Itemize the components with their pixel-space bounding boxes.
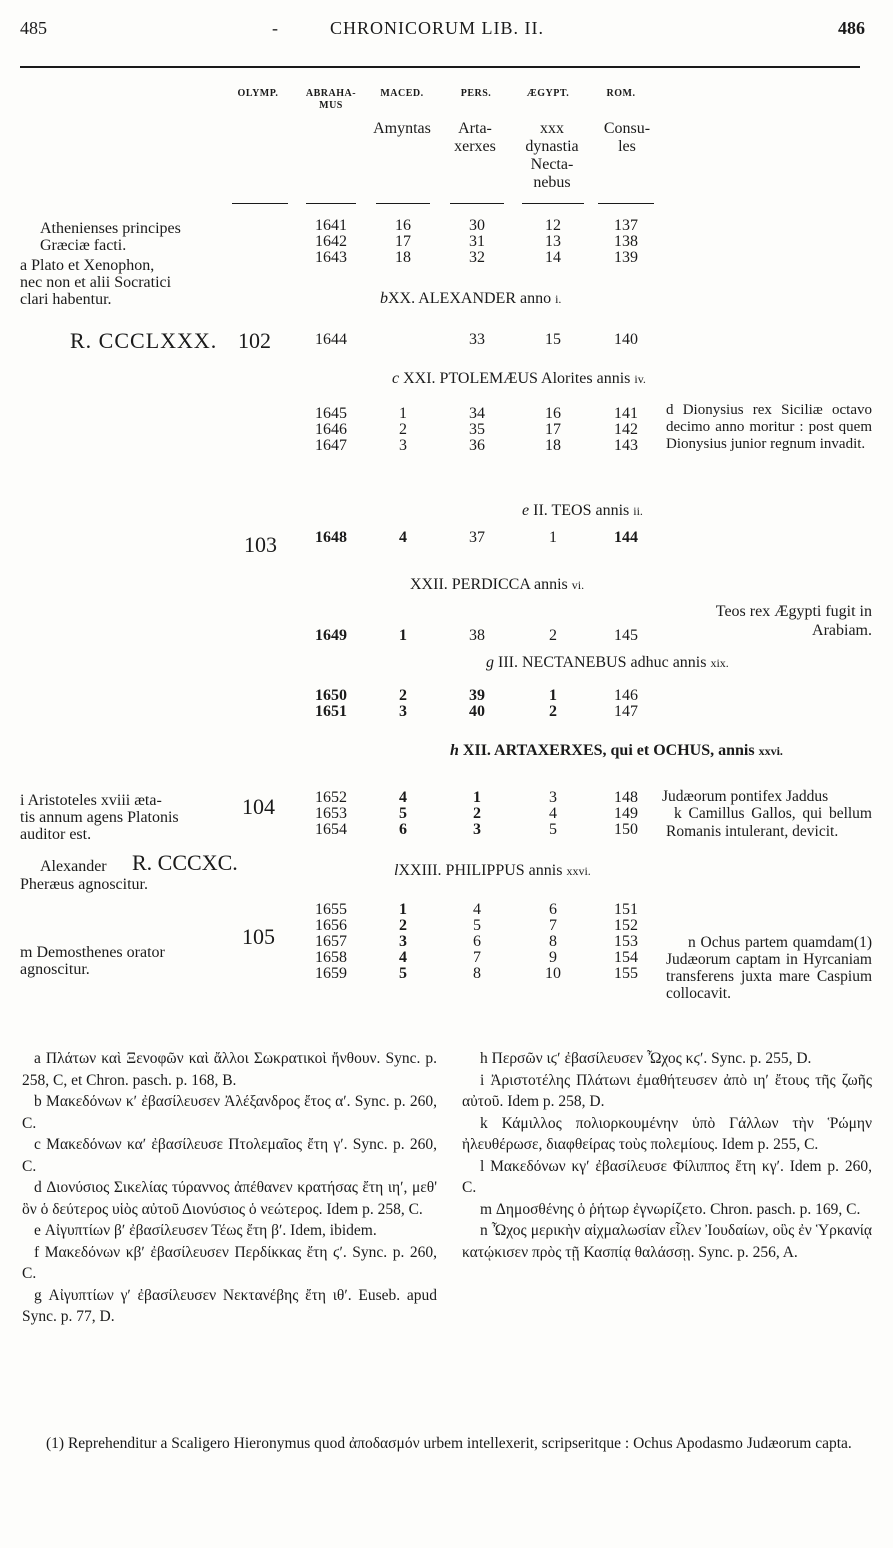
block2-maced: 1 2 3 xyxy=(399,405,407,454)
bottom-footnote: (1) Reprehenditur a Scaligero Hieronymus quod ἀποδασμόν urbem intellexerit, scripseritque : Ochus Apodasmo Judæorum capta. xyxy=(46,1435,852,1452)
row1644-abrahamus: 1644 xyxy=(315,331,347,348)
col-maced: MACED. xyxy=(380,88,424,99)
footnotes-right xyxy=(462,1048,872,1263)
block3-pers: 39 40 xyxy=(469,687,485,720)
block1-aegypt: 12 13 14 xyxy=(545,217,561,266)
block5-abrahamus: 1655 1656 1657 1658 1659 xyxy=(315,901,347,982)
roman-year-380: R. CCCLXXX. xyxy=(70,328,218,353)
block2-pers: 34 35 36 xyxy=(469,405,485,454)
note-demosthenes: m Demosthenes orator agnoscitur. xyxy=(20,944,165,978)
footnote-l: l Μακεδόνων κγʹ ἐβασίλευσε Φίλιππος ἔτη κγʹ. Idem p. 260, C. xyxy=(462,1157,872,1196)
reign-philippus xyxy=(394,862,591,880)
reign-perdicca-text: XXII. PERDICCA annis xyxy=(410,576,568,593)
reign-alexander-years: i. xyxy=(555,292,562,306)
footnote-a: a Πλάτων καὶ Ξενοφῶν καὶ ἄλλοι Σωκρατικοὶ ἤνθουν. Sync. p. 258, C, et Chron. pasch. p. 168, B. xyxy=(22,1050,437,1089)
footnote-i: i Ἀριστοτέλης Πλάτωνι ἐμαθήτευσεν ἀπὸ ιηʹ ἔτους τῆς ζωῆς αὐτοῦ. Idem p. 258, D. xyxy=(462,1071,872,1110)
note-aristoteles: i Aristoteles xviii æta- tis annum agens Platonis auditor est. xyxy=(20,792,179,843)
footnote-d: d Διονύσιος Σικελίας τύραννος ἀπέθανεν κρατήσας ἔτη ιηʹ, μεθ' ὃν ὁ δεύτερος υἱὸς αὐτοῦ Διονύσιος ὁ νεώτερος. Idem p. 258, C. xyxy=(22,1179,437,1218)
row1644-rom: 140 xyxy=(614,331,638,348)
col-rule-aegypt xyxy=(522,203,584,204)
row1644-pers: 33 xyxy=(469,331,485,348)
col-rule-maced xyxy=(376,203,430,204)
reign-nectanebus-letter: g xyxy=(486,654,494,671)
footnote-n: n Ὦχος μερικὴν αἰχμαλωσίαν εἷλεν Ἰουδαίων, οὓς ἐν Ὑρκανίᾳ κατῴκισεν πρὸς τῇ Κασπίᾳ θαλάσσῃ. Sync. p. 256, A. xyxy=(462,1222,872,1261)
col-rom: ROM. xyxy=(606,88,636,99)
footnote-m: m Δημοσθένης ὁ ῥήτωρ ἐγνωρίζετο. Chron. pasch. p. 169, C. xyxy=(480,1200,861,1218)
note-ochus: n Ochus partem quamdam(1) Judæorum captam in Hyrcaniam transferens juxta mare Caspium collocavit. xyxy=(666,934,872,1002)
col-rule-olymp xyxy=(232,203,288,204)
row1649-pers: 38 xyxy=(469,627,485,644)
footnote-b: b Μακεδόνων κʹ ἐβασίλευσεν Ἀλέξανδρος ἔτος αʹ. Sync. p. 260, C. xyxy=(22,1093,437,1132)
row1649-aegypt: 2 xyxy=(549,627,557,644)
col-rule-pers xyxy=(450,203,504,204)
col-pers: PERS. xyxy=(460,88,492,99)
note-teos: Teos rex Ægypti fugit in Arabiam. xyxy=(715,603,872,639)
col-name-pers: Arta- xerxes xyxy=(454,120,496,155)
col-rule-abrahamus xyxy=(306,203,356,204)
reign-artaxerxes-years: xxvi. xyxy=(758,744,783,758)
header-dash: - xyxy=(272,18,278,38)
footnotes-left xyxy=(22,1048,437,1328)
reign-philippus-letter: l xyxy=(394,862,399,879)
reign-artaxerxes-text: XII. ARTAXERXES, qui et OCHUS, annis xyxy=(462,742,755,759)
reign-alexander xyxy=(380,290,561,308)
block4-maced: 4 5 6 xyxy=(399,789,407,838)
block3-rom: 146 147 xyxy=(614,687,638,720)
footnote-h: h Περσῶν ιϛʹ ἐβασίλευσεν Ὦχος κϛʹ. Sync. p. 255, D. xyxy=(480,1050,812,1067)
block3-abrahamus: 1650 1651 xyxy=(315,687,347,720)
reign-ptolemaeus-letter: c xyxy=(392,370,400,387)
row1644-aegypt: 15 xyxy=(545,331,561,348)
col-name-maced: Amyntas xyxy=(373,120,431,137)
page-number-right: 486 xyxy=(838,18,865,38)
page-number-left: 485 xyxy=(20,18,47,38)
block4-aegypt: 3 4 5 xyxy=(549,789,557,838)
footnote-e: e Αἰγυπτίων βʹ ἐβασίλευσεν Τέως ἔτη βʹ. Idem, ibidem. xyxy=(34,1222,377,1239)
block2-abrahamus: 1645 1646 1647 xyxy=(315,405,347,454)
col-name-aegypt: xxx dynastia Necta- nebus xyxy=(525,120,579,191)
note-jaddus: Judæorum pontifex Jaddus xyxy=(662,788,829,805)
row1648-pers: 37 xyxy=(469,529,485,546)
reign-artaxerxes-letter: h xyxy=(450,742,459,759)
row1649-rom: 145 xyxy=(614,627,638,644)
footnote-k: k Κάμιλλος πολιορκουμένην ὑπὸ Γάλλων τὴν Ῥώμην ἠλευθέρωσε, διαφθείρας τοὺς πολεμίους. Idem p. 255, C. xyxy=(462,1114,872,1153)
block1-rom: 137 138 139 xyxy=(614,217,638,266)
footnote-g: g Αἰγυπτίων γʹ ἐβασίλευσεν Νεκτανέβης ἔτη ιθʹ. Euseb. apud Sync. p. 77, D. xyxy=(22,1286,437,1325)
block3-maced: 2 3 xyxy=(399,687,407,720)
block4-rom: 148 149 150 xyxy=(614,789,638,838)
block1-maced: 16 17 18 xyxy=(395,217,411,266)
block4-pers: 1 2 3 xyxy=(473,789,481,838)
reign-nectanebus xyxy=(486,654,729,672)
note-alexander: Alexander xyxy=(40,858,107,875)
note-camillus: k Camillus Gallos, qui bellum Romanis intulerant, devicit. xyxy=(666,805,872,840)
reign-artaxerxes xyxy=(450,742,783,760)
row1648-abrahamus: 1648 xyxy=(315,529,347,546)
olympiad-105: 105 xyxy=(242,924,275,949)
reign-ptolemaeus-years: iv. xyxy=(634,372,646,386)
note-plato: a Plato et Xenophon, nec non et alii Socratici clari habentur. xyxy=(20,257,172,308)
row1649-maced: 1 xyxy=(399,627,407,644)
reign-nectanebus-years: xix. xyxy=(710,656,729,670)
row1649-abrahamus: 1649 xyxy=(315,627,347,644)
reign-teos-letter: e xyxy=(522,502,530,519)
block3-aegypt: 1 2 xyxy=(549,687,557,720)
block5-rom: 151 152 153 154 155 xyxy=(614,901,638,982)
olympiad-103: 103 xyxy=(244,532,277,557)
footnote-c: c Μακεδόνων καʹ ἐβασίλευσε Πτολεμαῖος ἔτη γʹ. Sync. p. 260, C. xyxy=(22,1136,437,1175)
olympiad-102: 102 xyxy=(238,328,271,353)
row1648-aegypt: 1 xyxy=(549,529,557,546)
col-olymp: OLYMP. xyxy=(237,88,279,99)
reign-philippus-text: XXIII. PHILIPPUS annis xyxy=(398,862,563,879)
block5-pers: 4 5 6 7 8 xyxy=(473,901,481,982)
col-rule-rom xyxy=(598,203,654,204)
block5-aegypt: 6 7 8 9 10 xyxy=(545,901,561,982)
block1-abrahamus: 1641 1642 1643 xyxy=(315,217,347,266)
roman-year-390: R. CCCXC. xyxy=(132,850,238,875)
col-abrahamus: ABRAHA- MUS xyxy=(305,88,357,111)
reign-alexander-text: XX. ALEXANDER anno xyxy=(388,290,552,307)
reign-ptolemaeus-text: XXI. PTOLEMÆUS Alorites annis xyxy=(403,370,631,387)
block1-pers: 30 31 32 xyxy=(469,217,485,266)
reign-philippus-years: xxvi. xyxy=(566,864,591,878)
note-dionysius: d Dionysius rex Siciliæ octavo decimo anno moritur : post quem Dionysius junior regnum invadit. xyxy=(666,402,872,452)
reign-teos xyxy=(522,502,643,520)
footnote-f: f Μακεδόνων κβʹ ἐβασίλευσεν Περδίκκας ἔτη ϛʹ. Sync. p. 260, C. xyxy=(22,1243,437,1282)
reign-nectanebus-text: III. NECTANEBUS adhuc annis xyxy=(498,654,707,671)
block5-maced: 1 2 3 4 5 xyxy=(399,901,407,982)
running-title: CHRONICORUM LIB. II. xyxy=(330,18,545,38)
col-name-rom: Consu- les xyxy=(603,120,651,155)
olympiad-104: 104 xyxy=(242,794,275,819)
col-aegypt: ÆGYPT. xyxy=(526,88,570,99)
note-athenienses: Athenienses principes Græciæ facti. xyxy=(40,220,181,254)
block2-rom: 141 142 143 xyxy=(614,405,638,454)
reign-teos-years: ii. xyxy=(633,504,643,518)
reign-teos-text: II. TEOS annis xyxy=(533,502,630,519)
row1648-maced: 4 xyxy=(399,529,407,546)
reign-ptolemaeus xyxy=(392,370,646,388)
block4-abrahamus: 1652 1653 1654 xyxy=(315,789,347,838)
note-pheraeus: Pheræus agnoscitur. xyxy=(20,876,148,893)
reign-alexander-letter: b xyxy=(380,290,388,307)
block2-aegypt: 16 17 18 xyxy=(545,405,561,454)
reign-perdicca-years: vi. xyxy=(571,578,585,592)
row1648-rom: 144 xyxy=(614,529,638,546)
reign-perdicca xyxy=(410,576,584,594)
header-rule xyxy=(20,66,860,68)
